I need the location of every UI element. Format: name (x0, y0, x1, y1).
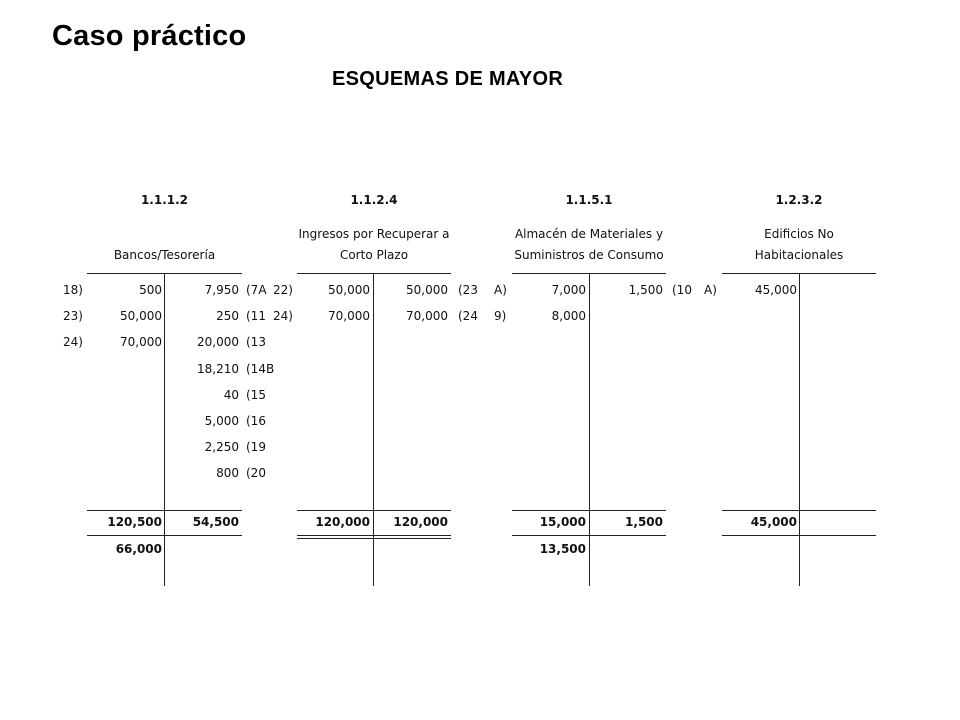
account-name: Corto Plazo (339, 248, 409, 262)
account-name: Ingresos por Recuperar a (298, 227, 450, 241)
debit-amount: 8,000 (551, 309, 586, 324)
credit-amount: 1,500 (628, 283, 663, 297)
debit-ref: 24) (63, 335, 83, 350)
page-title: Caso práctico (52, 20, 247, 52)
account-name: Bancos/Tesorería (113, 248, 216, 262)
credit-ref: (13 (246, 335, 266, 350)
total-debit: 15,000 (539, 515, 586, 529)
account-code: 1.1.1.2 (140, 193, 189, 207)
credit-amount: 18,210 (197, 361, 239, 376)
credit-ref: (16 (246, 414, 266, 428)
credit-ref: (7A (246, 283, 267, 297)
debit-amount: 70,000 (120, 335, 162, 350)
credit-amount: 40 (223, 387, 239, 402)
total-debit: 120,500 (107, 515, 162, 529)
page-subtitle: ESQUEMAS DE MAYOR (332, 68, 564, 90)
credit-ref: (14B (246, 361, 275, 376)
credit-amount: 7,950 (204, 283, 239, 297)
credit-ref: (10 (672, 283, 692, 297)
credit-amount: 250 (216, 309, 239, 324)
credit-ref: (24 (458, 309, 478, 324)
debit-ref: 23) (63, 309, 83, 324)
credit-amount: 2,250 (204, 440, 239, 455)
account-name: Suministros de Consumo (514, 248, 664, 262)
balance-debit: 13,500 (539, 542, 586, 556)
credit-ref: (11 (246, 309, 266, 324)
total-debit: 120,000 (315, 515, 370, 529)
credit-ref: (20 (246, 466, 266, 481)
credit-amount: 70,000 (406, 309, 448, 324)
debit-ref: 24) (273, 309, 293, 324)
balance-debit: 66,000 (115, 542, 162, 556)
total-credit: 1,500 (625, 515, 663, 529)
debit-ref: A) (494, 283, 507, 297)
credit-amount: 5,000 (204, 414, 239, 428)
total-credit: 54,500 (192, 515, 239, 529)
credit-ref: (19 (246, 440, 266, 455)
total-debit: 45,000 (750, 515, 797, 529)
credit-amount: 800 (216, 466, 239, 481)
credit-ref: (15 (246, 387, 266, 402)
debit-amount: 50,000 (120, 309, 162, 324)
total-credit: 120,000 (393, 515, 448, 529)
debit-amount: 45,000 (755, 283, 797, 297)
account-code: 1.1.2.4 (350, 193, 398, 207)
totals-line (722, 510, 876, 511)
debit-ref: 18) (63, 283, 83, 297)
account-name: Almacén de Materiales y (514, 227, 664, 241)
debit-ref: 22) (273, 283, 293, 297)
account-name: Habitacionales (754, 248, 844, 262)
credit-ref: (23 (458, 283, 478, 297)
debit-amount: 50,000 (328, 283, 370, 297)
debit-amount: 70,000 (328, 309, 370, 324)
account-name: Edificios No (764, 227, 834, 241)
debit-ref: 9) (494, 309, 507, 324)
account-code: 1.1.5.1 (565, 193, 613, 207)
debit-ref: A) (704, 283, 717, 297)
debit-amount: 500 (139, 283, 162, 297)
credit-amount: 50,000 (406, 283, 448, 297)
account-divider (799, 273, 800, 586)
balance-line (722, 535, 876, 536)
account-code: 1.2.3.2 (775, 193, 823, 207)
debit-amount: 7,000 (551, 283, 586, 297)
credit-amount: 20,000 (197, 335, 239, 350)
